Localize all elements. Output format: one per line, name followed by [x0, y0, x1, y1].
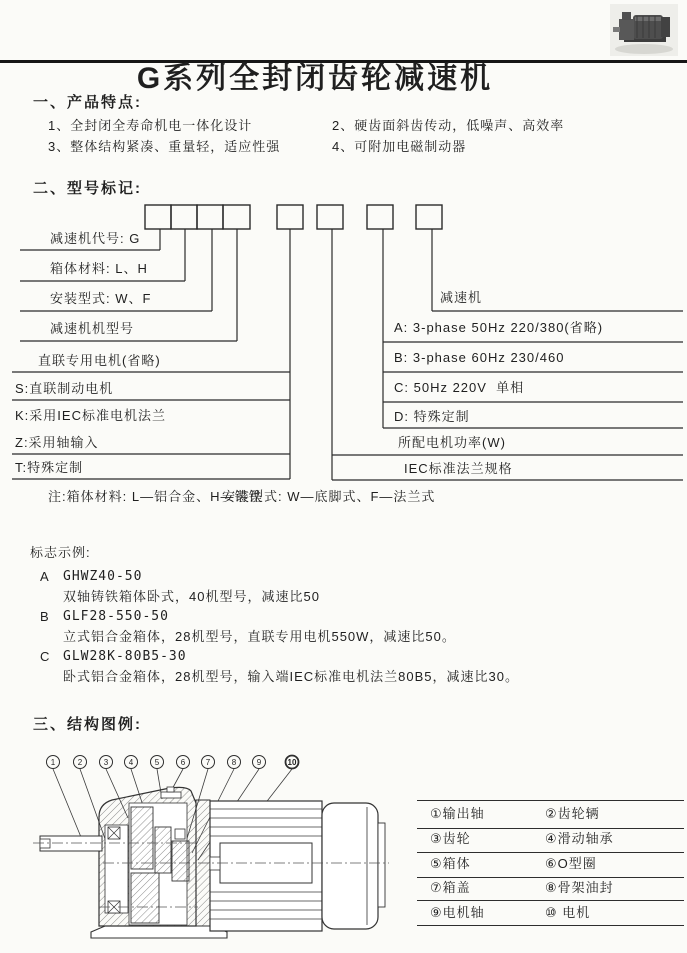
- feature-item: 1、全封闭全寿命机电一体化设计: [48, 118, 253, 133]
- callout-number: 8: [231, 758, 237, 767]
- callout-number: 7: [205, 758, 211, 767]
- callout-number: 5: [154, 758, 160, 767]
- part-name: ⑥O型圈: [545, 856, 597, 871]
- callout-number: 2: [77, 758, 83, 767]
- model-right-label: IEC标准法兰规格: [404, 461, 513, 476]
- table-rule: [417, 925, 684, 926]
- table-rule: [417, 877, 684, 878]
- part-name: ②齿轮辆: [545, 806, 600, 821]
- model-left-label: K:采用IEC标准电机法兰: [15, 408, 166, 423]
- part-name: ④滑动轴承: [545, 831, 614, 846]
- model-right-label: A: 3-phase 50Hz 220/380(省略): [394, 320, 604, 335]
- model-left-label: 直联专用电机(省略): [38, 353, 161, 368]
- model-heading: 二、型号标记:: [33, 180, 142, 197]
- example-code: GHWZ40-50: [63, 569, 143, 584]
- model-left-label: Z:采用轴输入: [15, 435, 99, 450]
- callout-number: 6: [180, 758, 186, 767]
- table-rule: [417, 900, 684, 901]
- model-left-label: 减速机代号: G: [50, 231, 141, 246]
- model-left-label: T:特殊定制: [15, 460, 84, 475]
- callout-number: 9: [256, 758, 262, 767]
- table-rule: [417, 828, 684, 829]
- model-right-label: 所配电机功率(W): [398, 435, 506, 450]
- model-left-label: 箱体材料: L、H: [50, 261, 148, 276]
- part-name: ⑩ 电机: [545, 905, 591, 920]
- model-right-label: 减速机: [440, 290, 483, 305]
- model-right-label: C: 50Hz 220V 单相: [394, 380, 525, 395]
- features-heading: 一、产品特点:: [33, 94, 142, 111]
- example-code: GLW28K-80B5-30: [63, 649, 187, 664]
- example-desc: 双轴铸铁箱体卧式，40机型号，减速比50: [63, 589, 320, 604]
- example-key: B: [40, 609, 50, 624]
- model-right-label: B: 3-phase 60Hz 230/460: [394, 350, 565, 365]
- model-left-label: 安装型式: W、F: [50, 291, 152, 306]
- examples-heading: 标志示例:: [30, 545, 91, 560]
- part-name: ⑧骨架油封: [545, 880, 614, 895]
- example-code: GLF28-550-50: [63, 609, 169, 624]
- feature-item: 4、可附加电磁制动器: [332, 139, 467, 154]
- table-rule: [417, 852, 684, 853]
- model-right-label: D: 特殊定制: [394, 409, 470, 424]
- part-name: ⑦箱盖: [430, 880, 471, 895]
- callout-number: 1: [50, 758, 56, 767]
- feature-item: 2、硬齿面斜齿传动，低噪声、高效率: [332, 118, 565, 133]
- example-desc: 卧式铝合金箱体，28机型号，输入端IEC标准电机法兰80B5，减速比30。: [63, 669, 519, 684]
- example-desc: 立式铝合金箱体，28机型号，直联专用电机550W，减速比50。: [63, 629, 456, 644]
- callout-number: 10: [287, 758, 297, 767]
- part-name: ⑤箱体: [430, 856, 471, 871]
- model-left-label: 减速机机型号: [50, 321, 135, 336]
- part-name: ③齿轮: [430, 831, 471, 846]
- page-title: G系列全封闭齿轮减速机: [136, 62, 494, 95]
- example-key: C: [40, 649, 51, 664]
- model-note: 安装型式: W—底脚式、F—法兰式: [222, 489, 436, 504]
- parts-table: [417, 800, 684, 928]
- part-name: ①输出轴: [430, 806, 485, 821]
- feature-item: 3、整体结构紧凑、重量轻，适应性强: [48, 139, 281, 154]
- callout-number: 4: [128, 758, 134, 767]
- callout-number: 3: [103, 758, 109, 767]
- model-note: 注:箱体材料: L—铝合金、H—铸铁: [48, 489, 263, 504]
- gear-motor-photo: [610, 4, 678, 56]
- example-key: A: [40, 569, 50, 584]
- model-left-label: S:直联制动电机: [15, 381, 114, 396]
- structure-drawing: [15, 745, 415, 950]
- part-name: ⑨电机轴: [430, 905, 485, 920]
- table-rule: [417, 800, 684, 801]
- structure-heading: 三、结构图例:: [33, 716, 142, 733]
